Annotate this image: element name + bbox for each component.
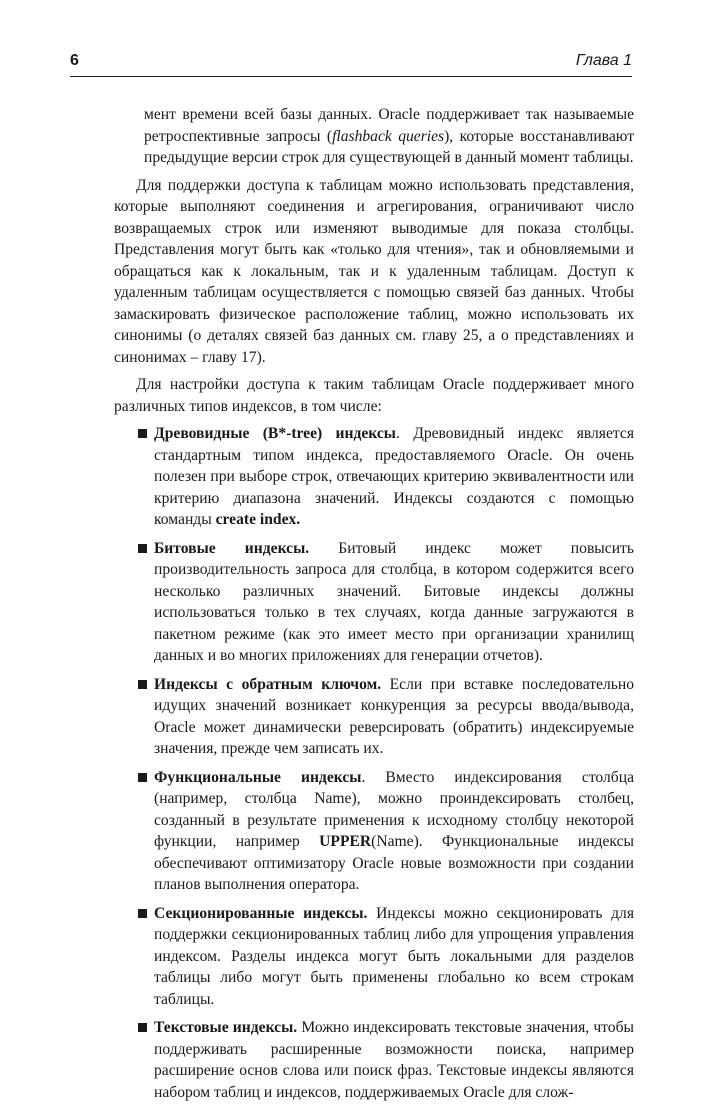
item-term: Текстовые индексы. xyxy=(154,1019,298,1036)
item-term: Битовые индексы. xyxy=(154,539,310,557)
bullet-square-icon xyxy=(138,773,147,782)
italic-term: flashback queries xyxy=(332,127,445,145)
paragraph-indexes-intro: Для настройки доступа к таким таблицам Oracle поддерживает много различных типов индексов, в том числе: xyxy=(114,376,634,415)
index-types-list xyxy=(114,423,634,1103)
chapter-title: Глава 1 xyxy=(575,52,632,69)
bullet-square-icon xyxy=(138,1023,147,1032)
code-term: UPPER xyxy=(319,833,372,850)
running-header xyxy=(70,52,632,77)
bullet-square-icon xyxy=(138,909,147,918)
item-term: Функциональные индексы xyxy=(154,768,362,786)
bullet-square-icon xyxy=(138,429,147,438)
paragraph-continued: мент времени всей базы данных. Oracle поддерживает так называемые ретроспективные запросы (flashback queries), которые восстанавливают предыдущие версии строк для существующей в данный момент таблицы. xyxy=(144,106,635,166)
bullet-square-icon xyxy=(138,544,147,553)
item-term: Древовидные (B*-tree) индексы xyxy=(154,425,396,442)
list-item: Секционированные индексы. Индексы можно секционировать для поддержки секционированных таблиц либо для упрощения управления индексом. Разделы индекса могут быть локальными для разделов таблицы либо могут быть применены глобально ко всем строкам таблицы. xyxy=(114,903,634,1011)
list-item: Функциональные индексы. Вместо индексирования столбца (например, столбца Name), можно проиндексировать столбец, созданный в результате применения к исходному столбцу некоторой функции, например UPPER(Name). Функциональные индексы обеспечивают оптимизатору Oracle новые возможности при создании планов выполнения оператора. xyxy=(114,767,634,896)
list-item: Битовые индексы. Битовый индекс может повысить производительность запроса для столбца, в котором содержится всего несколько различных значений. Битовые индексы должны использоваться только в тех случаях, когда данные загружаются в пакетном режиме (как это имеет место при организации хранилищ данных и во многих приложениях для генерации отчетов). xyxy=(114,538,634,667)
body-text xyxy=(114,104,634,1110)
list-item: Индексы с обратным ключом. Если при вставке последовательно идущих значений возникает конкуренция за ресурсы ввода/вывода, Oracle может динамически реверсировать (обратить) индексируемые значения, прежде чем записать их. xyxy=(114,674,634,760)
page-number: 6 xyxy=(70,52,79,69)
code-term: create index. xyxy=(215,511,301,528)
list-item: Древовидные (B*-tree) индексы. Древовидный индекс является стандартным типом индекса, предоставляемого Oracle. Он очень полезен при выборе строк, отвечающих критерию эквивалентности или критерию диапазона значений. Индексы создаются с помощью команды create index. xyxy=(114,423,634,531)
item-term: Индексы с обратным ключом. xyxy=(154,675,382,693)
paragraph-views: Для поддержки доступа к таблицам можно использовать представления, которые выполняют соединения и агрегирования, ограничивают число возвращаемых строк или изменяют выводимые для показа столбцы. Представления могут быть как «только для чтения», так и обновляемыми и обращаться как к локальным, так и к удаленным таблицам. Доступ к удаленным таблицам осуществляется с помощью связей баз данных. Чтобы замаскировать физическое расположение таблиц, можно использовать их синонимы (о деталях связей баз данных см. главу 25, а о представлениях и синонимах – главу 17). xyxy=(114,176,634,366)
list-item: Текстовые индексы. Можно индексировать текстовые значения, чтобы поддерживать расширенные возможности поиска, например расширение основ слова или поиск фраз. Текстовые индексы являются набором таблиц и индексов, поддерживаемых Oracle для слож- xyxy=(114,1017,634,1103)
bullet-square-icon xyxy=(138,680,147,689)
item-term: Секционированные индексы. xyxy=(154,904,368,922)
